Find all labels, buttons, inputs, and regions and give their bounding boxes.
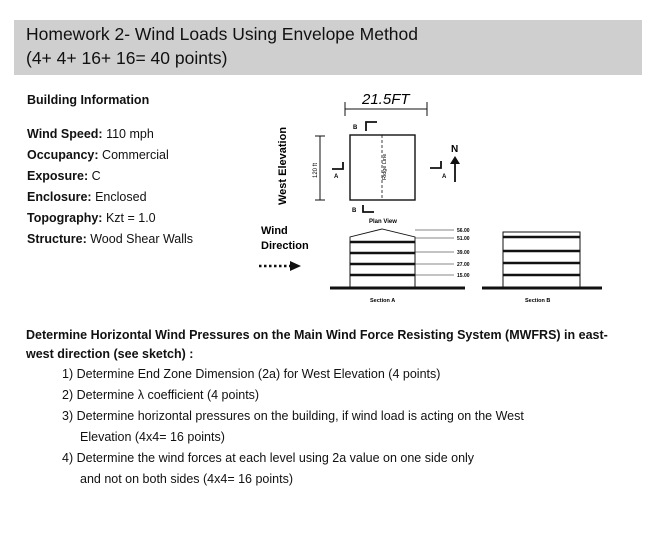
top-dimension-label: 21.5FT (362, 91, 410, 108)
task-3: 3) Determine horizontal pressures on the building, if wind load is acting on the West (62, 409, 524, 423)
north-arrow-icon (450, 156, 460, 164)
info-wind-speed: Wind Speed: 110 mph (27, 127, 154, 141)
info-occupancy: Occupancy: Commercial (27, 148, 169, 162)
info-topography: Topography: Kzt = 1.0 (27, 211, 156, 225)
task-1: 1) Determine End Zone Dimension (2a) for West Elevation (4 points) (62, 367, 441, 381)
wind-arrow-icon (290, 261, 301, 271)
elevation-39: 39.00 (457, 250, 470, 256)
info-enclosure: Enclosure: Enclosed (27, 190, 147, 204)
section-a-mark-right: A (442, 174, 447, 180)
wind-label: Wind (261, 225, 288, 237)
elevation-15: 15.00 (457, 273, 470, 279)
info-exposure: Exposure: C (27, 169, 101, 183)
info-structure: Structure: Wood Shear Walls (27, 232, 194, 246)
section-b-label: Section B (525, 298, 551, 304)
points-summary: (4+ 4+ 16+ 16= 40 points) (26, 48, 228, 68)
section-a-label: Section A (370, 298, 396, 304)
question-text: Determine Horizontal Wind Pressures on the Main Wind Force Resisting System (MWFRS) in east-west direction (see sketch) : (26, 328, 608, 361)
section-cut-a-right (430, 161, 441, 168)
west-elevation-label: West Elevation (277, 126, 289, 205)
section-cut-a-left (332, 162, 343, 169)
task-2: 2) Determine λ coefficient (4 points) (62, 388, 260, 402)
section-cut-b-top (366, 122, 377, 131)
section-a-mark-left: A (334, 174, 339, 180)
section-a-roof (350, 229, 415, 242)
section-b-mark-top: B (353, 125, 358, 131)
section-cut-b-bottom (363, 205, 374, 212)
building-info-title: Building Information (27, 93, 150, 107)
section-b-walls (503, 232, 580, 288)
task-4-cont: and not on both sides (4x4= 16 points) (80, 472, 293, 486)
elevation-27: 27.00 (457, 262, 470, 268)
elevation-56: 56.00 (457, 228, 470, 234)
north-label: N (451, 144, 459, 155)
page-title: Homework 2- Wind Loads Using Envelope Method (26, 24, 418, 44)
task-4: 4) Determine the wind forces at each level using 2a value on one side only (62, 451, 475, 465)
task-3-cont: Elevation (4x4= 16 points) (80, 430, 225, 444)
ridge-line-label: Ridge Line (382, 153, 388, 180)
plan-view-label: Plan View (369, 219, 397, 225)
height-dimension-label: 120 ft (313, 162, 319, 178)
elevation-51: 51.00 (457, 236, 470, 242)
section-b-mark-bottom: B (352, 208, 357, 214)
direction-label: Direction (261, 240, 309, 252)
